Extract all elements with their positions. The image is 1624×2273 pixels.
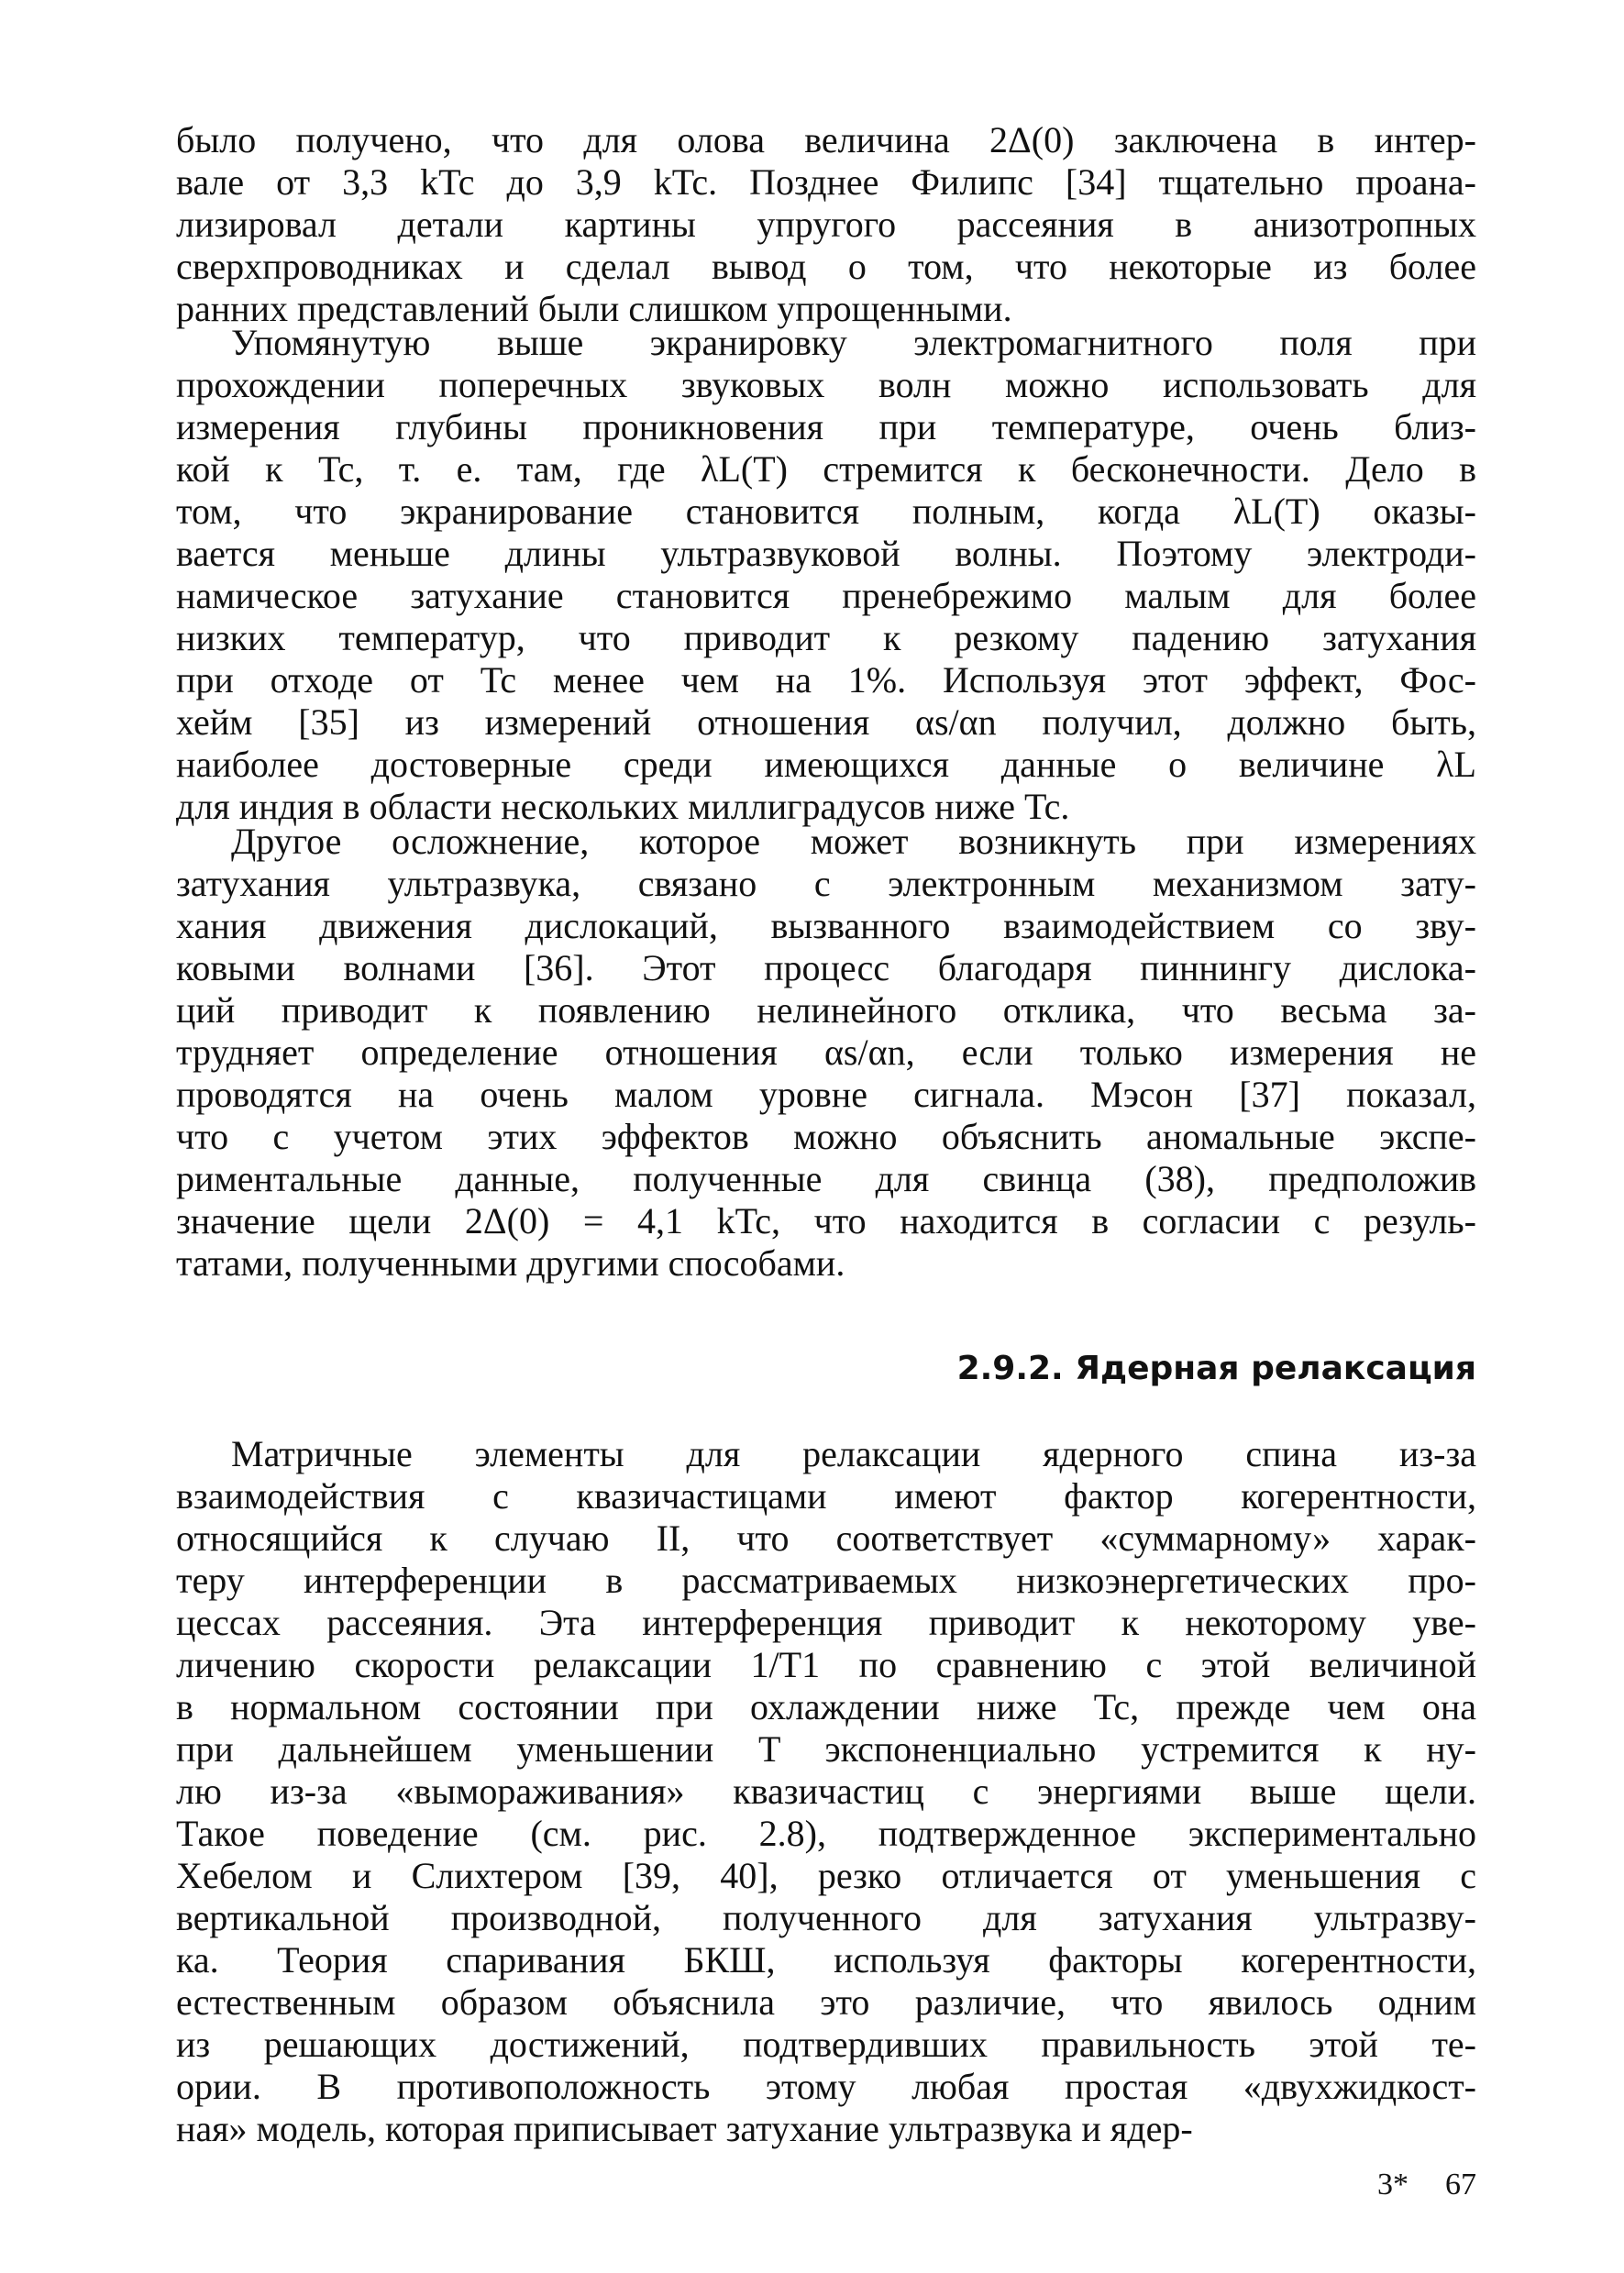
text-line: риментальные данные, полученные для свинца (38), предположив — [176, 1158, 1476, 1199]
text-line: том, что экранирование становится полным, когда λL(T) оказы- — [176, 491, 1476, 532]
page-number: 67 — [1445, 2168, 1476, 2201]
text-line: для индия в области нескольких миллиградусов ниже Tc. — [176, 786, 1070, 827]
text-line: лизировал детали картины упругого рассеяния в анизотропных — [176, 204, 1476, 245]
text-line: лю из-за «вымораживания» квазичастиц с энергиями выше щели. — [176, 1771, 1476, 1812]
text-line: наиболее достоверные среди имеющихся данные о величине λL — [176, 744, 1476, 785]
text-line: цессах рассеяния. Эта интерференция приводит к некоторому уве- — [176, 1602, 1476, 1643]
text-line: ории. В противоположность этому любая простая «двухжидкост- — [176, 2066, 1476, 2107]
text-line: при дальнейшем уменьшении T экспоненциально устремится к ну- — [176, 1728, 1476, 1770]
text-line: ковыми волнами [36]. Этот процесс благодаря пиннингу дислока- — [176, 947, 1476, 988]
text-line: Другое осложнение, которое может возникнуть при измерениях — [231, 821, 1476, 862]
text-line: трудняет определение отношения αs/αn, если только измерения не — [176, 1032, 1476, 1073]
text-line: измерения глубины проникновения при температуре, очень близ- — [176, 406, 1476, 447]
text-line: значение щели 2Δ(0) = 4,1 kTc, что находится в согласии с резуль- — [176, 1200, 1476, 1241]
text-line: теру интерференции в рассматриваемых низкоэнергетических про- — [176, 1560, 1476, 1601]
text-line: Такое поведение (см. рис. 2.8), подтвержденное экспериментально — [176, 1813, 1476, 1854]
text-line: сверхпроводниках и сделал вывод о том, что некоторые из более — [176, 246, 1476, 287]
text-line: Хебелом и Слихтером [39, 40], резко отличается от уменьшения с — [176, 1855, 1476, 1896]
text-line: из решающих достижений, подтвердивших правильность этой те- — [176, 2024, 1476, 2065]
text-line: кой к Tc, т. е. там, где λL(T) стремится к бесконечности. Дело в — [176, 448, 1476, 490]
paragraph-nuclear-relaxation — [176, 1433, 1476, 2150]
text-line: что с учетом этих эффектов можно объяснить аномальные экспе- — [176, 1116, 1476, 1157]
text-line: проводятся на очень малом уровне сигнала. Мэсон [37] показал, — [176, 1074, 1476, 1115]
text-line: прохождении поперечных звуковых волн можно использовать для — [176, 364, 1476, 405]
text-line: татами, полученными другими способами. — [176, 1242, 845, 1284]
text-line: ная» модель, которая приписывает затухание ультразвука и ядер- — [176, 2108, 1193, 2149]
page-footer — [1341, 2164, 1476, 2206]
text-line: в нормальном состоянии при охлаждении ниже Tc, прежде чем она — [176, 1686, 1476, 1727]
text-line: личению скорости релаксации 1/T1 по сравнению с этой величиной — [176, 1644, 1476, 1685]
text-line: вале от 3,3 kTc до 3,9 kTc. Позднее Филипс [34] тщательно проана- — [176, 161, 1476, 203]
text-line: низких температур, что приводит к резкому падению затухания — [176, 617, 1476, 658]
paragraph-continuation — [176, 119, 1476, 330]
text-line: затухания ультразвука, связано с электронным механизмом зату- — [176, 863, 1476, 904]
text-line: вается меньше длины ультразвуковой волны. Поэтому электроди- — [176, 533, 1476, 574]
text-line: было получено, что для олова величина 2Δ(0) заключена в интер- — [176, 119, 1476, 160]
text-line: ций приводит к появлению нелинейного отклика, что весьма за- — [176, 989, 1476, 1031]
paragraph-dislocations — [176, 821, 1476, 1285]
text-line: ранних представлений были слишком упрощенными. — [176, 288, 1012, 329]
text-line: Упомянутую выше экранировку электромагнитного поля при — [231, 322, 1476, 363]
text-line: взаимодействия с квазичастицами имеют фактор когерентности, — [176, 1475, 1476, 1517]
signature-mark: 3* — [1377, 2168, 1409, 2201]
text-line: при отходе от Tc менее чем на 1%. Используя этот эффект, Фос- — [176, 659, 1476, 701]
text-line: намическое затухание становится пренебрежимо малым для более — [176, 575, 1476, 616]
section-heading: 2.9.2. Ядерная релаксация — [956, 1350, 1476, 1387]
text-line: естественным образом объяснила это различие, что явилось одним — [176, 1981, 1476, 2023]
text-line: относящийся к случаю II, что соответствует «суммарному» харак- — [176, 1517, 1476, 1559]
text-line: хейм [35] из измерений отношения αs/αn получил, должно быть, — [176, 701, 1476, 743]
text-line: вертикальной производной, полученного для затухания ультразву- — [176, 1897, 1476, 1938]
paragraph-screening — [176, 322, 1476, 828]
text-line: хания движения дислокаций, вызванного взаимодействием со зву- — [176, 905, 1476, 946]
text-line: ка. Теория спаривания БКШ, используя факторы когерентности, — [176, 1939, 1476, 1981]
text-line: Матричные элементы для релаксации ядерного спина из-за — [231, 1433, 1476, 1474]
